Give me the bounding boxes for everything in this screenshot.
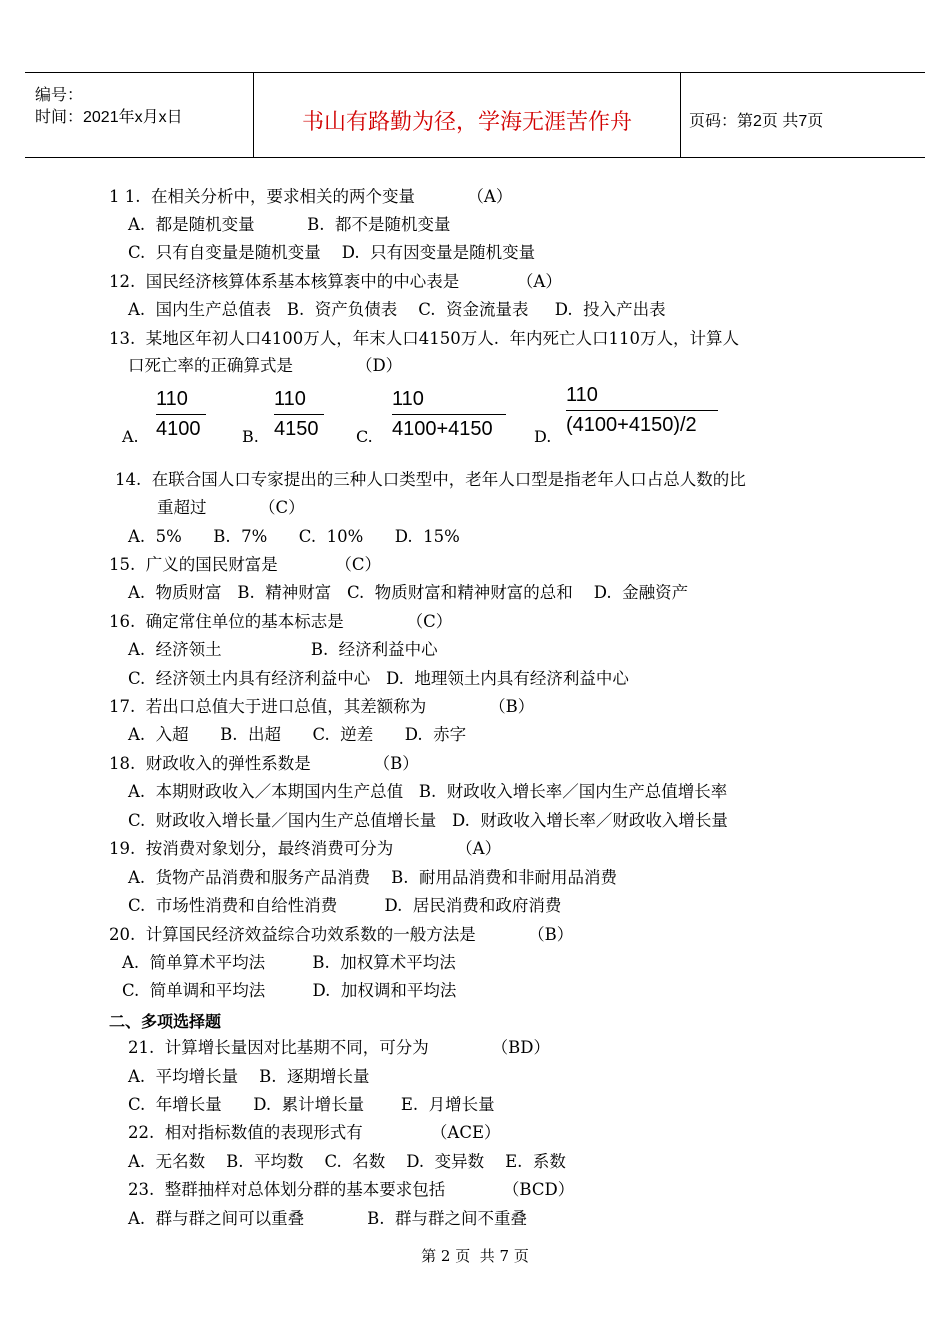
question-17-options: A. 入超 B. 出超 C. 逆差 D. 赤字 xyxy=(128,725,467,744)
header-page-label: 页码：第2页 共7页 xyxy=(689,113,824,130)
question-11-options-cd: C. 只有自变量是随机变量 D. 只有因变量是随机变量 xyxy=(128,243,536,262)
question-12: 12. 国民经济核算体系基本核算袠中的中心表是 （A） xyxy=(109,272,562,291)
section-heading-multiple-choice: 二、多项选择题 xyxy=(109,1012,222,1031)
document-number-label: 编号： xyxy=(35,87,84,104)
question-12-options: A. 国内生产总值表 B. 资产负债表 C. 资金流量表 D. 投入产出表 xyxy=(128,300,666,319)
question-22-options: A. 无名数 B. 平均数 C. 名数 D. 变异数 E. 系数 xyxy=(128,1152,566,1171)
question-20-options-cd: C. 简单调和平均法 D. 加权调和平均法 xyxy=(122,981,457,1000)
question-15: 15. 广义的国民财富是 （C） xyxy=(109,555,382,574)
question-13-continued: 口死亡率的正确算式是 （D） xyxy=(128,356,403,375)
fraction-option-label: D. xyxy=(534,427,552,446)
question-18-options-cd: C. 财政收入增长量／国内生产总值增长量 D. 财政收入增长率／财政收入增长量 xyxy=(128,811,728,830)
question-16: 16. 确定常住单位的基本标志是 （C） xyxy=(109,612,453,631)
question-14: 14. 在联合国人口专家提出的三种人口类型中，老年人口型是指老年人口占总人数的比 xyxy=(115,470,746,489)
question-18-options-ab: A. 本期财政收入／本期国内生产总值 B. 财政收入增长率／国内生产总值增长率 xyxy=(128,782,728,801)
fraction-option-label: A. xyxy=(122,427,139,446)
question-11: 1 1. 在相关分析中，要求相关的两个变量 （A） xyxy=(109,187,513,206)
fraction-denominator: 4100+4150 xyxy=(392,418,493,440)
fraction-numerator: 110 xyxy=(392,388,424,410)
fraction-bar xyxy=(392,414,506,415)
header-motto: 书山有路勤为径，学海无涯苦作舟 xyxy=(301,110,632,135)
question-16-options-cd: C. 经济领土内具有经济利益中心 D. 地理领土内具有经济利益中心 xyxy=(128,669,629,688)
question-22: 22. 相对指标数值的表现形式有 （ACE） xyxy=(128,1123,501,1142)
question-17: 17. 若出口总值大于进口总值，其差额称为 （B） xyxy=(109,697,535,716)
question-16-options-ab: A. 经济领土 B. 经济利益中心 xyxy=(128,640,438,659)
question-13: 13. 某地区年初人口4100万人，年末人口4150万人. 年内死亡人口110万人，计算人 xyxy=(109,329,739,348)
question-14-options: A. 5% B. 7% C. 10% D. 15% xyxy=(128,527,460,546)
question-21-options-ab: A. 平均增长量 B. 逐期增长量 xyxy=(128,1067,370,1086)
question-14-continued: 重超过 （C） xyxy=(157,498,305,517)
question-19-options-cd: C. 市场性消费和自给性消费 D. 居民消费和政府消费 xyxy=(128,896,562,915)
question-15-options: A. 物质财富 B. 精神财富 C. 物质财富和精神财富的总和 D. 金融资产 xyxy=(128,583,689,602)
fraction-bar xyxy=(274,414,324,415)
question-18: 18. 财政收入的弹性系数是 （B） xyxy=(109,754,419,773)
fraction-numerator: 110 xyxy=(274,388,306,410)
fraction-denominator: (4100+4150)/2 xyxy=(566,414,697,436)
fraction-option-label: B. xyxy=(242,427,259,446)
fraction-numerator: 110 xyxy=(566,384,598,406)
fraction-option-label: C. xyxy=(356,427,373,446)
question-21: 21. 计算增长量因对比基期不同，可分为 （BD） xyxy=(128,1038,551,1057)
question-20: 20. 计算国民经济效益综合功效系数的一般方法是 （B） xyxy=(109,925,574,944)
fraction-denominator: 4150 xyxy=(274,418,319,440)
page-footer: 第 2 页 共 7 页 xyxy=(421,1247,529,1265)
question-11-options-ab: A. 都是随机变量 B. 都不是随机变量 xyxy=(128,215,451,234)
page-header xyxy=(25,72,925,158)
document-time-label: 时间：2021年x月x日 xyxy=(35,109,183,126)
header-page-cell xyxy=(679,73,925,157)
question-20-options-ab: A. 简单算术平均法 B. 加权算术平均法 xyxy=(122,953,456,972)
question-21-options-cde: C. 年增长量 D. 累计增长量 E. 月增长量 xyxy=(128,1095,495,1114)
header-motto-cell xyxy=(253,73,681,157)
question-19: 19. 按消费对象划分，最终消费可分为 （A） xyxy=(109,839,502,858)
fraction-numerator: 110 xyxy=(156,388,188,410)
fraction-denominator: 4100 xyxy=(156,418,201,440)
question-23: 23. 整群抽样对总体划分群的基本要求包括 （BCD） xyxy=(128,1180,575,1199)
fraction-bar xyxy=(156,414,206,415)
question-19-options-ab: A. 货物产品消费和服务产品消费 B. 耐用品消费和非耐用品消费 xyxy=(128,868,617,887)
question-23-options-ab: A. 群与群之间可以重叠 B. 群与群之间不重叠 xyxy=(128,1209,527,1228)
fraction-bar xyxy=(566,410,718,411)
header-info-cell xyxy=(25,73,253,157)
